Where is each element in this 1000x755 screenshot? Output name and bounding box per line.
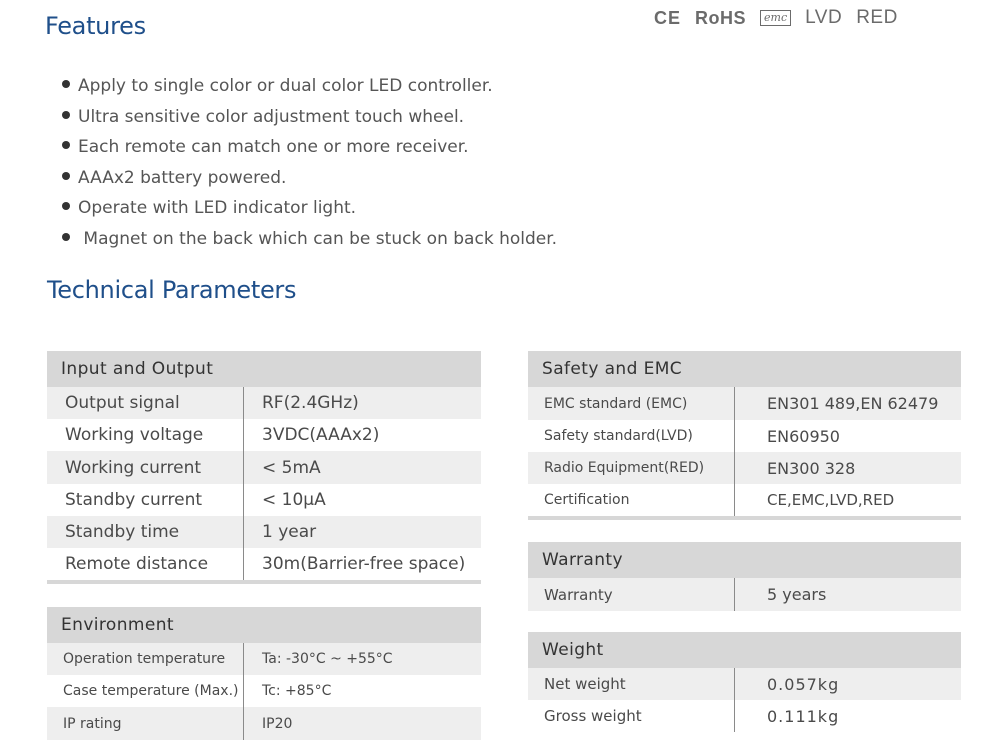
table-row: Standby time 1 year [47,516,481,548]
bullet-icon [62,80,70,88]
rohs-mark: RoHS [695,7,747,28]
table-header: Input and Output [47,351,481,387]
table-header: Safety and EMC [528,351,961,387]
environment-table [47,607,481,740]
bullet-icon [62,141,70,149]
table-row: Case temperature (Max.) Tc: +85°C [47,675,481,707]
table-row: Certification CE,EMC,LVD,RED [528,484,961,516]
bullet-icon [62,202,70,210]
red-mark: RED [856,7,898,28]
certification-marks [654,6,898,30]
table-row: Remote distance 30m(Barrier-free space) [47,548,481,580]
safety-emc-table [528,351,961,520]
table-row: Net weight 0.057kg [528,668,961,700]
table-row: Working voltage 3VDC(AAAx2) [47,419,481,451]
weight-table [528,632,961,732]
features-list [62,74,557,258]
table-row: Gross weight 0.111kg [528,700,961,732]
table-row: IP rating IP20 [47,707,481,740]
ce-mark: CE [654,7,682,28]
table-bottom-border [47,580,481,584]
table-row: Standby current < 10μA [47,484,481,516]
table-header: Environment [47,607,481,643]
table-row: Operation temperature Ta: -30°C ~ +55°C [47,643,481,675]
table-row: Output signal RF(2.4GHz) [47,387,481,419]
list-item: AAAx2 battery powered. [62,166,557,197]
bullet-icon [62,111,70,119]
bullet-icon [62,172,70,180]
list-item: Magnet on the back which can be stuck on back holder. [62,227,557,258]
technical-parameters-title: Technical Parameters [47,276,297,304]
warranty-table [528,542,961,611]
bullet-icon [62,233,70,241]
table-bottom-border [528,516,961,520]
list-item: Ultra sensitive color adjustment touch wheel. [62,105,557,136]
input-output-table [47,351,481,584]
lvd-mark: LVD [805,7,843,28]
table-row: Safety standard(LVD) EN60950 [528,420,961,452]
table-header: Warranty [528,542,961,578]
list-item: Each remote can match one or more receiver. [62,135,557,166]
table-row: Working current < 5mA [47,451,481,484]
list-item: Apply to single color or dual color LED controller. [62,74,557,105]
table-row: Warranty 5 years [528,578,961,611]
features-title: Features [45,12,146,40]
table-header: Weight [528,632,961,668]
table-row: Radio Equipment(RED) EN300 328 [528,452,961,484]
table-row: EMC standard (EMC) EN301 489,EN 62479 [528,387,961,420]
emc-mark: emc [760,10,791,26]
list-item: Operate with LED indicator light. [62,196,557,227]
